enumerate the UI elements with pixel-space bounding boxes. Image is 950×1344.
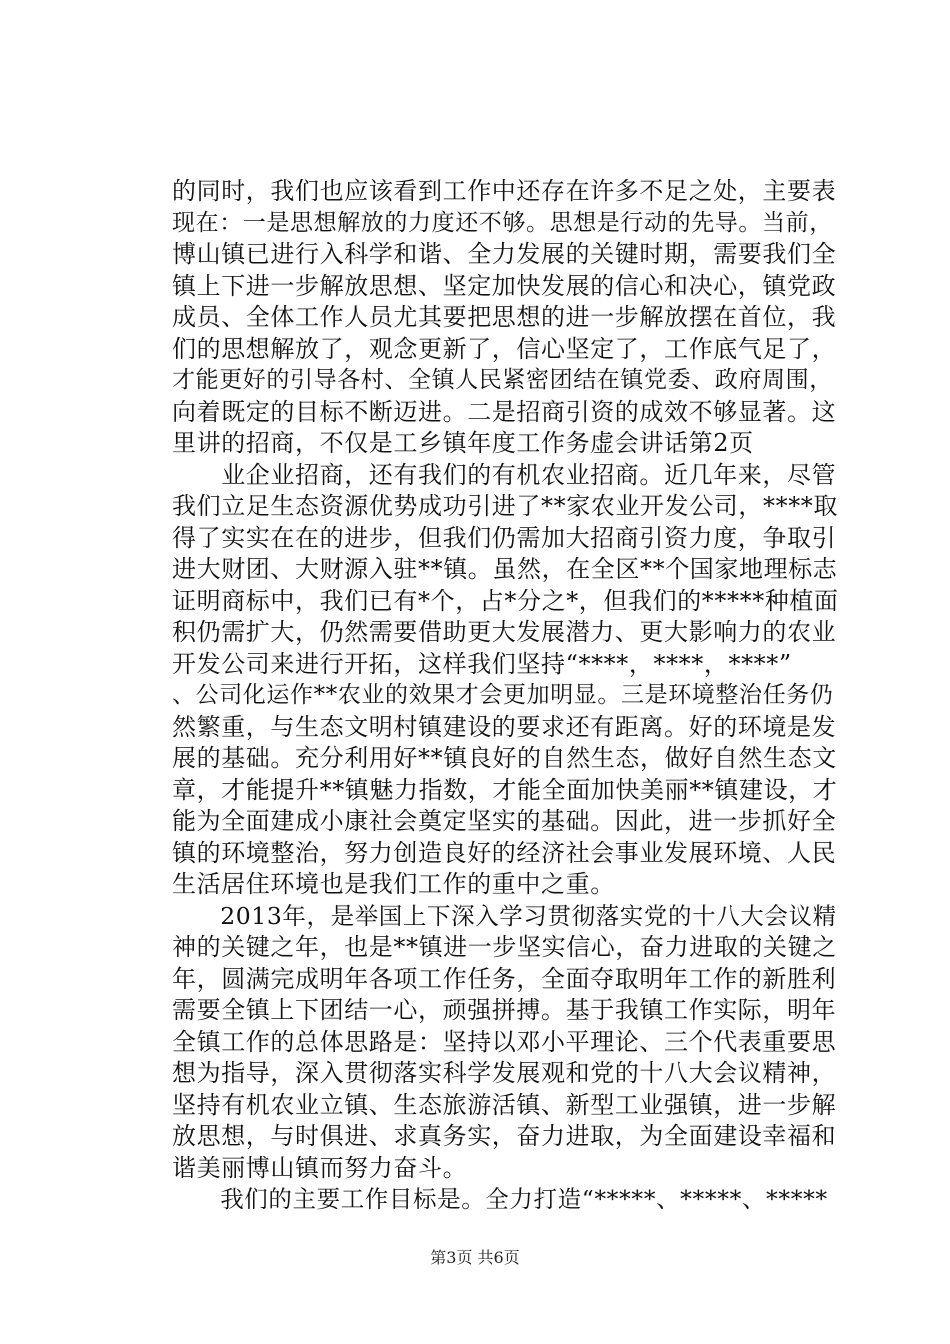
text-line: 2013年，是举国上下深入学习贯彻落实党的十八大会议精 bbox=[172, 901, 837, 930]
text-line: 镇上下进一步解放思想、坚定加快发展的信心和决心，镇党政 bbox=[172, 271, 837, 300]
text-line: 全镇工作的总体思路是：坚持以邓小平理论、三个代表重要思 bbox=[172, 1027, 837, 1056]
text-line: 们的思想解放了，观念更新了，信心坚定了，工作底气足了， bbox=[172, 334, 837, 363]
text-line: 镇的环境整治，努力创造良好的经济社会事业发展环境、人民 bbox=[172, 838, 837, 867]
text-line: 能为全面建成小康社会奠定坚实的基础。因此，进一步抓好全 bbox=[172, 807, 837, 835]
text-line: 里讲的招商，不仅是工乡镇年度工作务虚会讲话第2页 bbox=[172, 429, 754, 457]
text-line: 业企业招商，还有我们的有机农业招商。近几年来，尽管 bbox=[172, 460, 837, 489]
text-line: 展的基础。充分利用好**镇良好的自然生态，做好自然生态文 bbox=[172, 744, 837, 772]
text-line: 章，才能提升**镇魅力指数，才能全面加快美丽**镇建设，才 bbox=[172, 775, 838, 804]
text-line: 我们的主要工作目标是。全力打造“*****、*****、***** bbox=[172, 1185, 828, 1213]
text-line: 博山镇已进行入科学和谐、全力发展的关键时期，需要我们全 bbox=[172, 240, 837, 268]
text-line: 向着既定的目标不断迈进。二是招商引资的成效不够显著。这 bbox=[172, 397, 837, 426]
body-text bbox=[172, 176, 840, 1216]
text-line: 进大财团、大财源入驻**镇。虽然，在全区**个国家地理标志 bbox=[172, 555, 838, 583]
text-line: 我们立足生态资源优势成功引进了**家农业开发公司，****取 bbox=[172, 492, 838, 520]
text-line: 的同时，我们也应该看到工作中还存在许多不足之处，主要表 bbox=[172, 177, 837, 205]
text-line: 放思想，与时俱进、求真务实，奋力进取，为全面建设幸福和 bbox=[172, 1122, 837, 1150]
text-line: 需要全镇上下团结一心，顽强拼搏。基于我镇工作实际，明年 bbox=[172, 996, 837, 1024]
text-line: 得了实实在在的进步，但我们仍需加大招商引资力度，争取引 bbox=[172, 523, 837, 552]
text-line: 、公司化运作**农业的效果才会更加明显。三是环境整治任务仍 bbox=[172, 682, 834, 708]
text-line: 现在：一是思想解放的力度还不够。思想是行动的先导。当前， bbox=[172, 209, 833, 236]
text-line: 坚持有机农业立镇、生态旅游活镇、新型工业强镇，进一步解 bbox=[172, 1090, 837, 1119]
text-line: 生活居住环境也是我们工作的重中之重。 bbox=[172, 870, 615, 898]
text-line: 谐美丽博山镇而努力奋斗。 bbox=[172, 1153, 468, 1182]
page-number-footer: 第3页 共6页 bbox=[430, 1248, 520, 1267]
text-line: 成员、全体工作人员尤其要把思想的进一步解放摆在首位，我 bbox=[172, 303, 837, 331]
text-line: 想为指导，深入贯彻落实科学发展观和党的十八大会议精神， bbox=[172, 1059, 837, 1087]
text-line: 神的关键之年，也是**镇进一步坚实信心，奋力进取的关键之 bbox=[172, 933, 837, 961]
text-line: 积仍需扩大，仍然需要借助更大发展潜力、更大影响力的农业 bbox=[172, 618, 837, 646]
text-line: 年，圆满完成明年各项工作任务，全面夺取明年工作的新胜利 bbox=[172, 964, 837, 993]
text-line: 证明商标中，我们已有*个，占*分之*，但我们的*****种植面 bbox=[172, 586, 839, 615]
text-line: 然繁重，与生态文明村镇建设的要求还有距离。好的环境是发 bbox=[172, 712, 837, 741]
text-line: 开发公司来进行开拓，这样我们坚持“****，****，****” bbox=[172, 649, 792, 678]
text-line: 才能更好的引导各村、全镇人民紧密团结在镇党委、政府周围， bbox=[172, 367, 833, 393]
